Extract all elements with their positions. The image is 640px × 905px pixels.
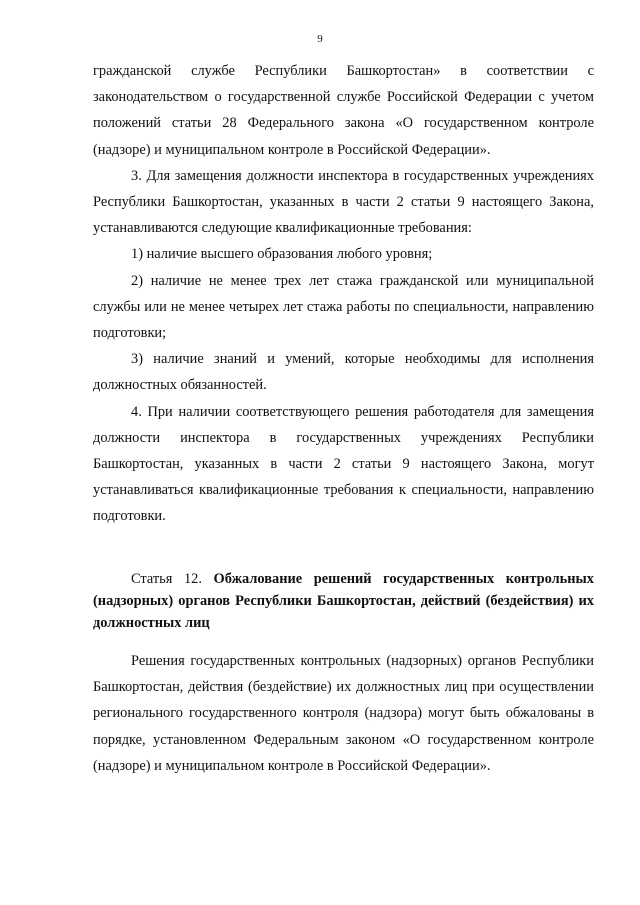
paragraph-clause-4: 4. При наличии соответствующего решения работодателя для замещения должности инспектора в государственных учреждениях Республики Башкортостан, указанных в части 2 статьи 9 настоящего Закона, могут устанавливаться квалификационные требования к специальности, направлению подготовки. xyxy=(93,403,594,525)
article-label: Статья 12. xyxy=(131,570,214,587)
page-number: 9 xyxy=(317,33,323,45)
list-item-1: 1) наличие высшего образования любого уровня; xyxy=(131,246,433,263)
list-item-2: 2) наличие не менее трех лет стажа гражданской или муниципальной службы или не менее четырех лет стажа работы по специальности, направлению подготовки; xyxy=(93,272,594,342)
paragraph-clause-3: 3. Для замещения должности инспектора в государственных учреждениях Республики Башкортостан, указанных в части 2 статьи 9 настоящего Закона, устанавливаются следующие квалификационные требования: xyxy=(93,167,594,237)
article-heading xyxy=(93,568,594,634)
article-body: Решения государственных контрольных (надзорных) органов Республики Башкортостан, действия (бездействие) их должностных лиц при осуществлении регионального государственного контроля (надзора) могут быть обжалованы в порядке, установленном Федеральным законом «О государственном контроле (надзоре) и муниципальном контроле в Российской Федерации». xyxy=(93,653,594,774)
paragraph-continuation: гражданской службе Республики Башкортостан» в соответствии с законодательством о государственной службе Российской Федерации с учетом положений статьи 28 Федерального закона «О государственном контроле (надзоре) и муниципальном контроле в Российской Федерации». xyxy=(93,63,594,158)
article-title: Обжалование решений государственных контрольных (надзорных) органов Республики Башкортостан, действий (бездействия) их должностных лиц xyxy=(93,570,594,631)
document-body xyxy=(93,58,594,779)
list-item-3: 3) наличие знаний и умений, которые необходимы для исполнения должностных обязанностей. xyxy=(93,351,594,394)
